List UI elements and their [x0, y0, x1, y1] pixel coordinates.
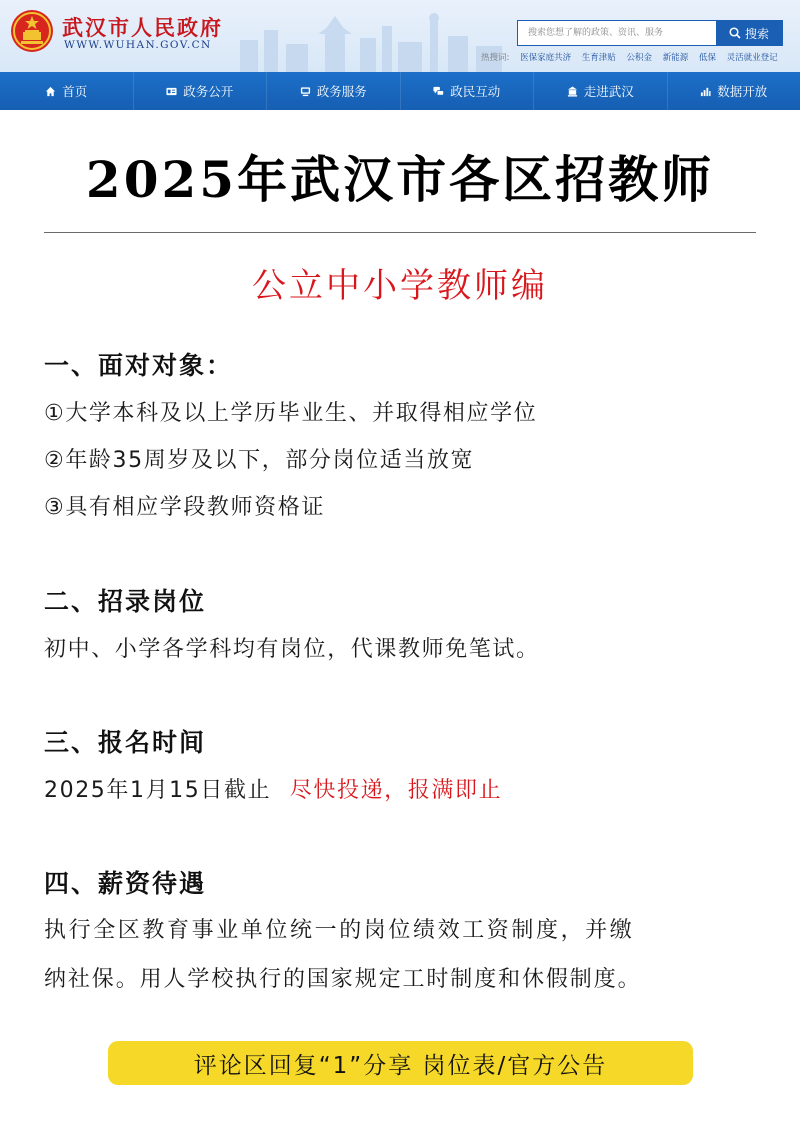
- city-skyline-illustration: [230, 0, 510, 72]
- registration-text: [44, 773, 502, 804]
- info-icon: [166, 86, 177, 97]
- nav-item-label: 数据开放: [717, 84, 768, 99]
- positions-text: 初中、小学各学科均有岗位，代课教师免笔试。: [44, 637, 540, 662]
- hot-search-words: [481, 51, 786, 63]
- hotword-link[interactable]: 新能源: [662, 53, 689, 63]
- registration-note: 尽快投递，报满即止: [289, 778, 503, 803]
- main-nav: [0, 72, 800, 110]
- site-url: WWW.WUHAN.GOV.CN: [64, 39, 212, 51]
- nav-item-about-wuhan[interactable]: [534, 72, 668, 110]
- section-heading-salary: 四、薪资待遇: [44, 869, 207, 898]
- section-heading-positions: 二、招录岗位: [44, 587, 207, 616]
- nav-item-interaction[interactable]: [401, 72, 535, 110]
- nav-item-open-government[interactable]: [134, 72, 268, 110]
- national-emblem-icon: [10, 9, 54, 53]
- search-button-label: 搜索: [744, 26, 769, 41]
- eligibility-item: ②年龄35周岁及以下，部分岗位适当放宽: [44, 448, 475, 473]
- page-title: 2025年武汉市各区招教师: [85, 150, 715, 209]
- salary-text: 纳社保。用人学校执行的国家规定工时制度和休假制度。: [44, 967, 642, 992]
- hotword-link[interactable]: 低保: [698, 53, 716, 63]
- hotword-link[interactable]: 生育津贴: [581, 53, 616, 63]
- nav-item-label: 政务服务: [316, 84, 367, 99]
- registration-deadline: 2025年1月15日截止: [44, 778, 272, 803]
- search-button[interactable]: [716, 21, 782, 45]
- site-name[interactable]: 武汉市人民政府: [62, 16, 223, 40]
- page-subtitle: 公立中小学教师编: [252, 266, 548, 306]
- site-header: [0, 0, 800, 72]
- share-banner[interactable]: 评论区回复“1”分享 岗位表/官方公告: [108, 1041, 693, 1085]
- eligibility-item: ①大学本科及以上学历毕业生、并取得相应学位: [44, 401, 538, 426]
- nav-item-label: 首页: [62, 84, 88, 99]
- search-bar: [517, 20, 783, 46]
- nav-item-label: 走进武汉: [583, 84, 634, 99]
- eligibility-item: ③具有相应学段教师资格证: [44, 495, 325, 520]
- section-heading-registration: 三、报名时间: [44, 728, 207, 757]
- search-input[interactable]: [518, 21, 718, 45]
- hotword-link[interactable]: 灵活就业登记: [726, 53, 778, 63]
- nav-item-label: 政务公开: [183, 84, 234, 99]
- building-icon: [567, 86, 578, 97]
- salary-text: 执行全区教育事业单位统一的岗位绩效工资制度，并缴: [44, 918, 635, 943]
- nav-item-gov-service[interactable]: [267, 72, 401, 110]
- hotwords-label: 热搜词:: [481, 53, 510, 63]
- title-divider: [44, 232, 756, 233]
- data-icon: [700, 86, 711, 97]
- chat-icon: [433, 86, 444, 97]
- nav-item-open-data[interactable]: [668, 72, 800, 110]
- search-icon: [729, 27, 741, 39]
- nav-item-label: 政民互动: [450, 84, 501, 99]
- hotword-link[interactable]: 医保家庭共济: [520, 53, 572, 63]
- hotword-link[interactable]: 公积金: [626, 53, 653, 63]
- home-icon: [45, 86, 56, 97]
- nav-item-home[interactable]: [0, 72, 134, 110]
- service-icon: [300, 86, 311, 97]
- section-heading-eligibility: 一、面对对象：: [44, 351, 234, 380]
